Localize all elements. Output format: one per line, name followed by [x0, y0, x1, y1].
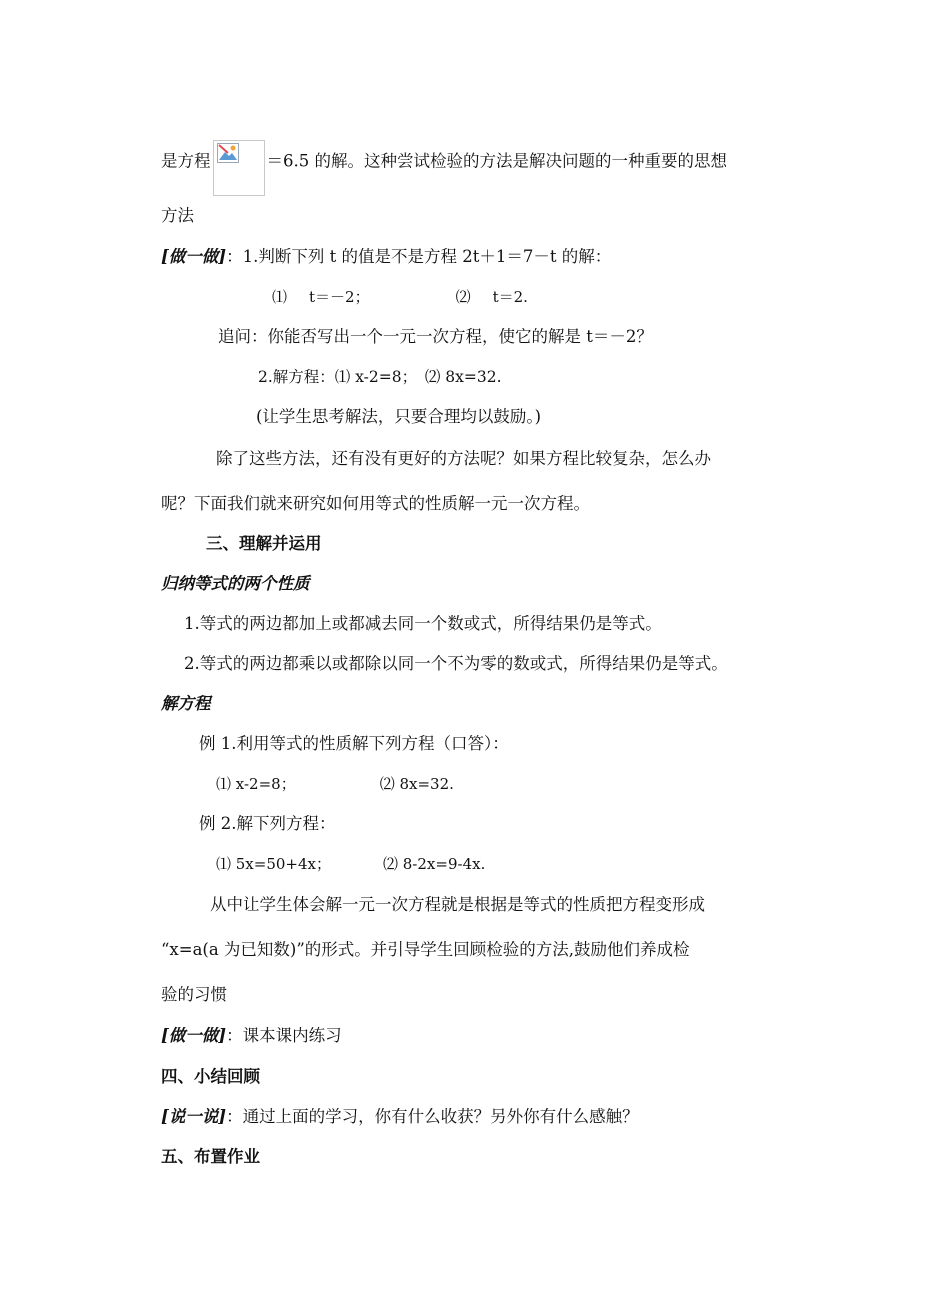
try-it-colon: ：: [226, 247, 243, 266]
talk-about-it: [161, 1106, 639, 1128]
option-1-text: t＝－2；: [309, 288, 370, 306]
solve-equations-heading: 解方程: [161, 694, 211, 713]
example-2-items: [216, 853, 485, 875]
try-it-options: [272, 286, 528, 308]
try-it-question-1: 1.判断下列 t 的值是不是方程 2t＋1＝7－t 的解：: [242, 247, 612, 266]
talk-about-it-tag: [说一说]: [161, 1107, 227, 1126]
try-it-2: [161, 1025, 342, 1047]
option-2-number: ⑵: [455, 288, 471, 306]
property-1: 1.等式的两边都加上或都减去同一个数或式，所得结果仍是等式。: [184, 614, 662, 633]
summary-line-3: 验的习惯: [161, 985, 227, 1004]
intro-line-2: 方法: [161, 206, 194, 225]
properties-heading: 归纳等式的两个性质: [161, 574, 310, 593]
intro-line-1: [161, 134, 727, 190]
try-it-2-text: 课本课内练习: [242, 1026, 342, 1045]
summary-line-2: “x=a(a 为已知数)”的形式。并引导学生回顾检验的方法,鼓励他们养成检: [161, 940, 690, 959]
broken-image-icon: [213, 140, 265, 196]
example-2-item-a: ⑴ 5x=50+4x；: [216, 855, 331, 873]
summary-line-1: 从中让学生体会解一元一次方程就是根据是等式的性质把方程变形成: [210, 895, 705, 914]
intro-text-before: 是方程: [161, 151, 211, 171]
try-it-2-tag: [做一做]: [161, 1026, 227, 1045]
section-5-title: 五、布置作业: [161, 1147, 260, 1166]
section-4-title: 四、小结回顾: [161, 1067, 260, 1086]
example-1-item-a: ⑴ x-2=8；: [216, 775, 296, 793]
intro-text-after: ＝6.5 的解。这种尝试检验的方法是解决问题的一种重要的思想: [266, 151, 727, 171]
example-1: 例 1.利用等式的性质解下列方程（口答）：: [199, 734, 509, 753]
property-2: 2.等式的两边都乘以或都除以同一个不为零的数或式，所得结果仍是等式。: [184, 654, 728, 673]
transition-line-1: 除了这些方法，还有没有更好的方法呢？如果方程比较复杂，怎么办: [216, 449, 711, 468]
teaching-note: (让学生思考解法，只要合理均以鼓励。): [256, 407, 542, 426]
option-1-number: ⑴: [272, 288, 288, 306]
try-it-question-2: 2.解方程：⑴ x-2=8； ⑵ 8x=32.: [258, 368, 502, 386]
transition-line-2: 呢？下面我们就来研究如何用等式的性质解一元一次方程。: [161, 494, 590, 513]
follow-up-question: 追问：你能否写出一个一元一次方程，使它的解是 t＝－2？: [218, 327, 653, 346]
talk-about-it-colon: ：: [226, 1107, 243, 1126]
example-2: 例 2.解下列方程：: [199, 814, 336, 833]
try-it-1: [161, 246, 611, 268]
try-it-2-colon: ：: [226, 1026, 243, 1045]
example-2-item-b: ⑵ 8-2x=9-4x.: [383, 855, 486, 873]
try-it-tag: [做一做]: [161, 247, 227, 266]
example-1-item-b: ⑵ 8x=32.: [379, 775, 454, 793]
section-3-title: 三、理解并运用: [206, 534, 322, 553]
talk-about-it-text: 通过上面的学习，你有什么收获？另外你有什么感触？: [242, 1107, 639, 1126]
example-1-items: [216, 773, 454, 795]
option-2-text: t＝2.: [492, 288, 528, 306]
